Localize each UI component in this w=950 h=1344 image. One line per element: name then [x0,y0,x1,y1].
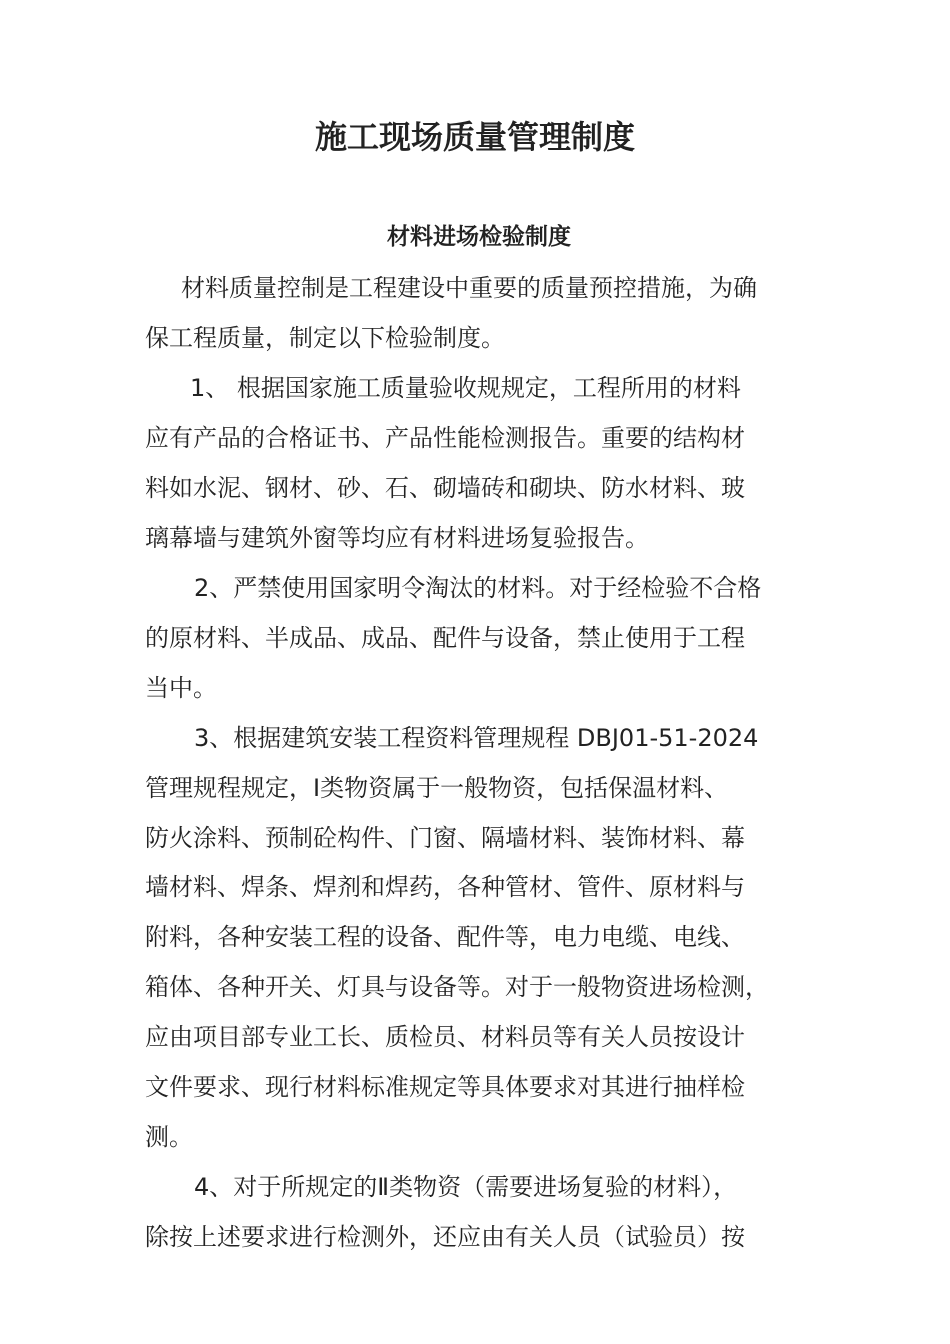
paragraph-line: 4、对于所规定的Ⅱ类物资（需要进场复验的材料）， [194,1173,738,1201]
document-title: 施工现场质量管理制度 [314,118,635,156]
paragraph-line: 防火涂料、预制砼构件、门窗、隔墙材料、装饰材料、幕 [145,824,745,852]
paragraph-line: 璃幕墙与建筑外窗等均应有材料进场复验报告。 [145,524,649,552]
paragraph-line: 墙材料、焊条、焊剂和焊药，各种管材、管件、原材料与 [145,873,745,901]
paragraph-line: 附料，各种安装工程的设备、配件等，电力电缆、电线、 [145,923,745,951]
paragraph-line: 材料质量控制是工程建设中重要的质量预控措施，为确 [181,274,757,302]
paragraph-line: 箱体、各种开关、灯具与设备等。对于一般物资进场检测， [145,973,769,1001]
paragraph-line: 保工程质量，制定以下检验制度。 [145,324,505,352]
paragraph-line: 1、 根据国家施工质量验收规规定，工程所用的材料 [190,374,741,402]
paragraph-line: 应由项目部专业工长、质检员、材料员等有关人员按设计 [145,1023,745,1051]
paragraph-line: 测。 [145,1123,193,1151]
paragraph-line: 3、根据建筑安装工程资料管理规程 DBJ01-51-2024 [194,724,759,752]
paragraph-line: 2、严禁使用国家明令淘汰的材料。对于经检验不合格 [194,574,762,602]
paragraph-line: 文件要求、现行材料标准规定等具体要求对其进行抽样检 [145,1073,745,1101]
paragraph-line: 除按上述要求进行检测外，还应由有关人员（试验员）按 [145,1223,745,1251]
paragraph-line: 当中。 [145,674,217,702]
paragraph-line: 管理规程规定，Ⅰ类物资属于一般物资，包括保温材料、 [145,774,729,802]
paragraph-line: 料如水泥、钢材、砂、石、砌墙砖和砌块、防水材料、玻 [145,474,745,502]
section-title: 材料进场检验制度 [387,224,571,250]
paragraph-line: 的原材料、半成品、成品、配件与设备，禁止使用于工程 [145,624,745,652]
paragraph-line: 应有产品的合格证书、产品性能检测报告。重要的结构材 [145,424,745,452]
